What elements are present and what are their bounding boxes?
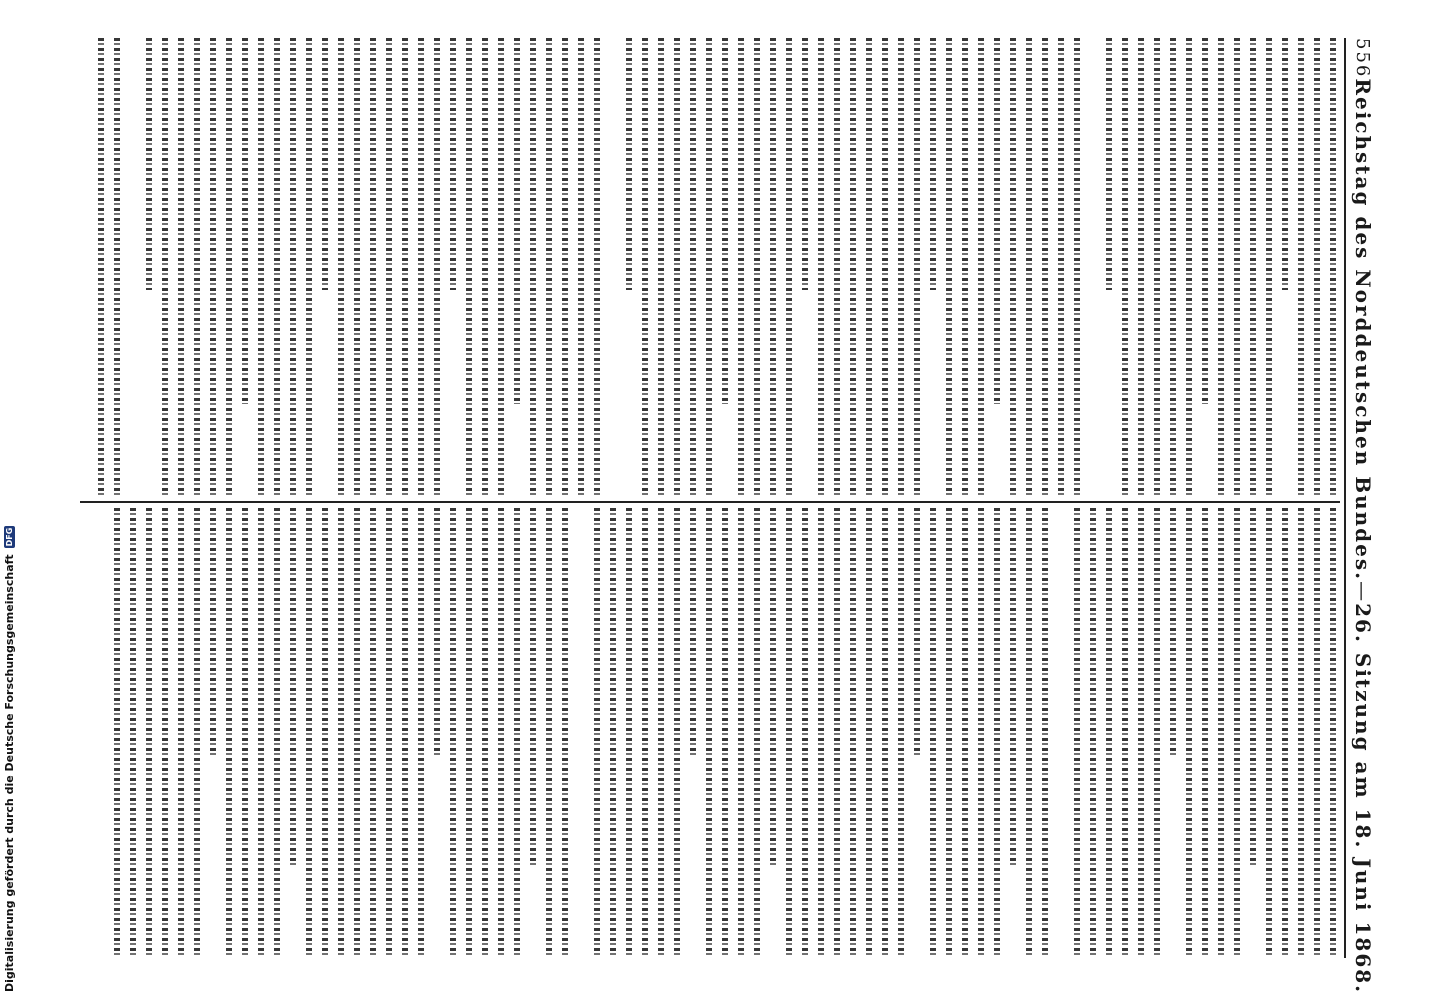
text-line: [670, 508, 684, 958]
text-line: [110, 38, 124, 496]
running-header: [1346, 38, 1380, 995]
text-line: [942, 508, 956, 958]
text-line: [622, 508, 636, 958]
text-line: [206, 508, 220, 756]
text-line: [126, 38, 140, 496]
publication-title: Reichstag des Norddeutschen Bundes.: [1351, 78, 1375, 582]
text-line: [1310, 38, 1324, 496]
text-line: [558, 38, 572, 496]
text-line: [526, 508, 540, 868]
session-date: 26. Sitzung am 18. Juni 1868.: [1351, 603, 1375, 995]
text-line: [1262, 508, 1276, 958]
text-line: [430, 508, 444, 756]
text-line: [1278, 508, 1292, 958]
text-line: [494, 38, 508, 496]
text-line: [382, 38, 396, 496]
page-number: 556: [1352, 38, 1374, 79]
notice-text: Digitalisierung gefördert durch die Deutsche Forschungsgemeinschaft: [2, 554, 16, 992]
text-line: [558, 508, 572, 958]
text-line: [190, 508, 204, 958]
text-line: [654, 508, 668, 958]
text-line: [334, 508, 348, 958]
text-line: [350, 38, 364, 496]
header-separator: —: [1351, 581, 1375, 604]
text-line: [446, 38, 460, 290]
text-line: [846, 508, 860, 958]
text-line: [766, 508, 780, 868]
text-line: [1102, 38, 1116, 290]
text-line: [286, 508, 300, 868]
text-line: [254, 38, 268, 496]
text-line: [190, 38, 204, 496]
text-column-right: [80, 508, 1340, 958]
text-line: [990, 508, 1004, 958]
text-line: [926, 508, 940, 958]
text-line: [830, 38, 844, 496]
text-line: [158, 38, 172, 496]
text-line: [366, 38, 380, 496]
text-line: [1294, 508, 1308, 958]
text-line: [238, 38, 252, 404]
text-line: [590, 38, 604, 496]
text-line: [846, 38, 860, 496]
text-line: [606, 508, 620, 958]
text-line: [958, 38, 972, 496]
text-line: [110, 508, 124, 958]
text-line: [1134, 38, 1148, 496]
text-line: [1022, 38, 1036, 496]
text-line: [430, 38, 444, 496]
digitization-notice: [0, 0, 18, 1000]
text-line: [974, 38, 988, 496]
scanned-page: [80, 38, 1380, 995]
text-line: [878, 508, 892, 958]
text-line: [398, 508, 412, 958]
text-line: [222, 38, 236, 496]
text-line: [1198, 38, 1212, 404]
text-line: [1294, 38, 1308, 496]
text-line: [142, 38, 156, 290]
text-line: [286, 38, 300, 496]
dfg-logo: DFG: [4, 527, 14, 547]
text-line: [238, 508, 252, 958]
text-line: [1022, 508, 1036, 958]
text-line: [1198, 508, 1212, 958]
text-line: [1038, 38, 1052, 496]
text-line: [686, 38, 700, 496]
text-line: [302, 38, 316, 496]
text-line: [1070, 508, 1084, 958]
text-line: [542, 38, 556, 496]
text-line: [1102, 508, 1116, 958]
text-line: [382, 508, 396, 958]
text-line: [478, 508, 492, 958]
text-line: [782, 38, 796, 496]
text-line: [974, 508, 988, 958]
text-line: [94, 508, 108, 958]
text-line: [334, 38, 348, 496]
text-line: [318, 38, 332, 290]
text-line: [590, 508, 604, 958]
text-line: [1262, 38, 1276, 496]
text-line: [734, 38, 748, 496]
text-line: [718, 38, 732, 404]
text-line: [894, 508, 908, 958]
text-line: [302, 508, 316, 958]
text-line: [1214, 508, 1228, 958]
text-line: [1310, 508, 1324, 958]
text-line: [926, 38, 940, 290]
text-line: [750, 508, 764, 958]
text-line: [1006, 38, 1020, 496]
text-line: [670, 38, 684, 496]
text-line: [702, 508, 716, 958]
text-line: [174, 38, 188, 496]
text-line: [1182, 38, 1196, 496]
text-line: [830, 508, 844, 958]
text-line: [862, 508, 876, 958]
text-line: [910, 38, 924, 496]
text-line: [414, 38, 428, 496]
text-line: [1150, 38, 1164, 496]
text-line: [910, 508, 924, 756]
text-line: [270, 38, 284, 496]
text-line: [638, 38, 652, 496]
text-line: [958, 508, 972, 958]
text-line: [702, 38, 716, 496]
text-line: [174, 508, 188, 958]
text-line: [766, 38, 780, 496]
text-line: [1214, 38, 1228, 496]
text-line: [990, 38, 1004, 404]
text-line: [1134, 508, 1148, 958]
text-line: [398, 38, 412, 496]
text-column-left: [80, 38, 1340, 496]
text-line: [1278, 38, 1292, 290]
text-line: [606, 38, 620, 496]
text-line: [270, 508, 284, 958]
text-line: [510, 508, 524, 958]
text-line: [1246, 38, 1260, 496]
text-line: [462, 38, 476, 496]
text-line: [510, 38, 524, 404]
text-line: [1086, 38, 1100, 496]
text-line: [894, 38, 908, 496]
text-line: [350, 508, 364, 958]
text-line: [126, 508, 140, 958]
text-line: [1246, 508, 1260, 868]
text-line: [206, 38, 220, 496]
text-line: [654, 38, 668, 496]
text-line: [878, 38, 892, 496]
text-line: [1054, 38, 1068, 496]
text-line: [446, 508, 460, 958]
text-line: [158, 508, 172, 958]
text-line: [1038, 508, 1052, 958]
text-line: [686, 508, 700, 756]
text-line: [462, 508, 476, 958]
text-line: [814, 38, 828, 496]
text-line: [318, 508, 332, 958]
text-line: [1006, 508, 1020, 868]
text-line: [1326, 38, 1340, 496]
text-line: [494, 508, 508, 958]
text-line: [142, 508, 156, 958]
text-line: [798, 508, 812, 958]
text-line: [1118, 508, 1132, 958]
text-line: [1054, 508, 1068, 958]
text-line: [1118, 38, 1132, 496]
text-line: [574, 508, 588, 958]
header-rule: [1344, 38, 1346, 958]
column-divider: [80, 501, 1340, 503]
text-line: [750, 38, 764, 496]
text-line: [254, 508, 268, 958]
text-line: [1326, 508, 1340, 958]
text-line: [1150, 508, 1164, 958]
text-line: [942, 38, 956, 496]
text-line: [1166, 38, 1180, 496]
text-line: [1086, 508, 1100, 958]
text-line: [1166, 508, 1180, 756]
text-line: [638, 508, 652, 958]
text-line: [1182, 508, 1196, 958]
text-line: [222, 508, 236, 958]
text-line: [1230, 508, 1244, 958]
text-line: [782, 508, 796, 958]
text-line: [1230, 38, 1244, 496]
text-line: [94, 38, 108, 496]
text-line: [414, 508, 428, 958]
text-line: [574, 38, 588, 496]
text-line: [718, 508, 732, 958]
text-line: [862, 38, 876, 496]
text-line: [814, 508, 828, 958]
text-line: [798, 38, 812, 290]
text-line: [366, 508, 380, 958]
text-line: [542, 508, 556, 958]
text-line: [622, 38, 636, 290]
text-line: [734, 508, 748, 958]
text-line: [478, 38, 492, 496]
text-line: [526, 38, 540, 496]
text-line: [1070, 38, 1084, 496]
